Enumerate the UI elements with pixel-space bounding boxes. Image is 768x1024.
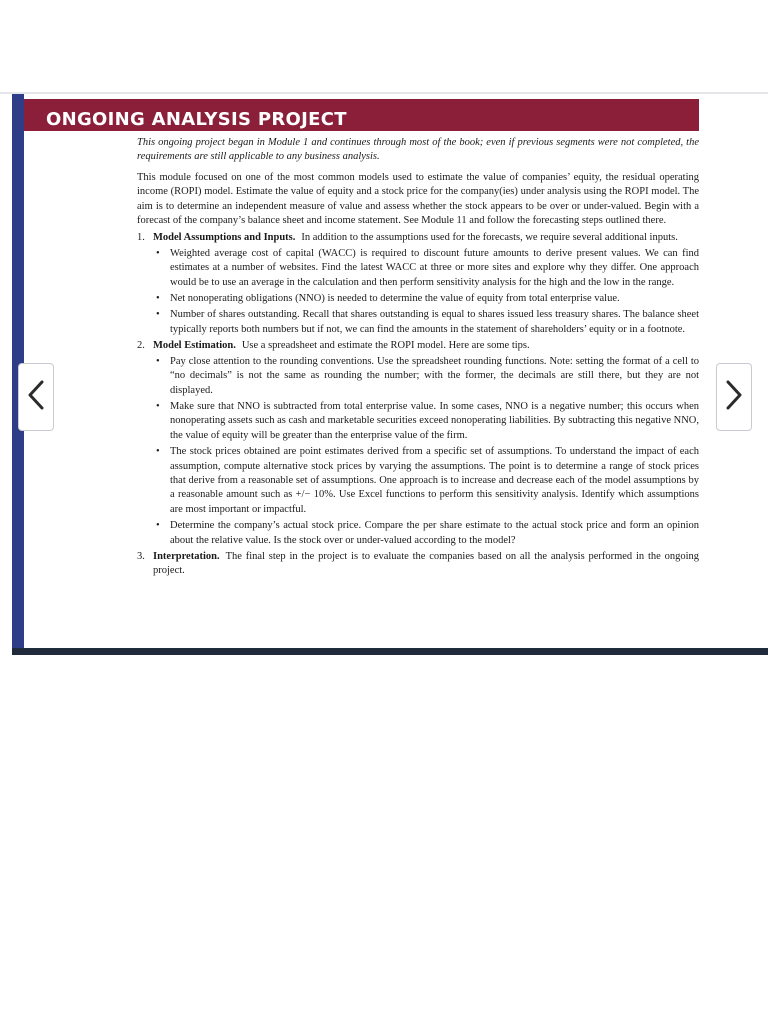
bullet-list (137, 355, 699, 548)
bullet-item: • The stock prices obtained are point estimates derived from a specific set of assumptions. To understand the impact of each assumption, compute alternative stock prices by varying the assumptions. The point is to determine a range of stock prices that derive from a reasonable set of assumptions. One approach is to increase and decrease each of the model assumptions by a reasonable amount such as +/− 10%. Use Excel functions to perform this sensitivity analysis. Identify which assumptions are most important or impactful. (156, 446, 699, 515)
summary-paragraph: This module focused on one of the most common models used to estimate the value of companies’ equity, the residual operating income (ROPI) model. Estimate the value of equity and a stock price for the company(ies) under analysis using the ROPI model. The aim is to determine an independent measure of value and assess whether the stock appears to be over or under-valued. Begin with a forecast of the company’s balance sheet and income statement. See Module 11 and follow the forecasting steps outlined there. (137, 171, 699, 227)
chevron-right-icon (723, 378, 745, 417)
item-number: 1. (137, 232, 145, 244)
item-title: Model Estimation. (153, 340, 236, 352)
textbook-page (12, 94, 768, 655)
next-page-button[interactable] (716, 363, 752, 431)
item-number: 3. (137, 550, 145, 562)
item-text: Use a spreadsheet and estimate the ROPI model. Here are some tips. (241, 340, 530, 352)
bullet-item: • Number of shares outstanding. Recall that shares outstanding is equal to shares issued less treasury shares. The balance sheet typically reports both numbers but if not, we can find the amounts in the statement of shareholders’ equity or in a footnote. (156, 309, 699, 335)
bullet-icon: • (156, 355, 160, 367)
item-text: In addition to the assumptions used for the forecasts, we require several additional inputs. (301, 232, 678, 244)
previous-page-button[interactable] (18, 363, 54, 431)
bullet-icon: • (156, 247, 160, 259)
bullet-item: • Make sure that NNO is subtracted from total enterprise value. In some cases, NNO is a negative number; this occurs when nonoperating assets such as cash and marketable securities exceed nonoperating liabilities. By subtracting this negative NNO, the value of equity will be greater than the enterprise value of the firm. (156, 400, 699, 441)
item-text: The final step in the project is to evaluate the companies based on all the analysis performed in the ongoing project. (153, 550, 699, 577)
bullet-icon: • (156, 309, 160, 321)
list-item (137, 339, 699, 548)
bullet-icon: • (156, 520, 160, 532)
list-item (137, 231, 699, 337)
list-item (137, 550, 699, 579)
item-number: 2. (137, 340, 145, 352)
bullet-item: • Determine the company’s actual stock price. Compare the per share estimate to the actual stock price and form an opinion about the relative value. Is the stock over or under-valued according to the model? (156, 520, 699, 546)
chevron-left-icon (25, 378, 47, 417)
item-title: Model Assumptions and Inputs. (153, 232, 296, 244)
section-title: ONGOING ANALYSIS PROJECT (46, 109, 347, 130)
bullet-item: • Weighted average cost of capital (WACC) is required to discount future amounts to derive present values. We can find estimates at a number of websites. Find the latest WACC at three or more sites and explore why they differ. One approach would be to use an average in the calculation and then perform sensitivity analysis for the high and the low in the range. (156, 247, 699, 288)
section-header-bar (24, 99, 699, 131)
intro-paragraph: This ongoing project began in Module 1 and continues through most of the book; even if previous segments were not completed, the requirements are still applicable to any business analysis. (137, 137, 699, 163)
item-title: Interpretation. (153, 550, 220, 562)
bullet-item: • Net nonoperating obligations (NNO) is needed to determine the value of equity from total enterprise value. (137, 292, 699, 306)
bottom-bar (12, 648, 768, 655)
page-content (137, 136, 699, 579)
bullet-icon: • (156, 446, 160, 458)
bullet-icon: • (156, 400, 160, 412)
bullet-icon: • (156, 293, 160, 305)
bullet-item: • Pay close attention to the rounding conventions. Use the spreadsheet rounding functions. Note: setting the format of a cell to “no decimals” is not the same as rounding the number; with the former, the decimals are still there, but they are not displayed. (156, 355, 699, 396)
bullet-list (137, 247, 699, 337)
